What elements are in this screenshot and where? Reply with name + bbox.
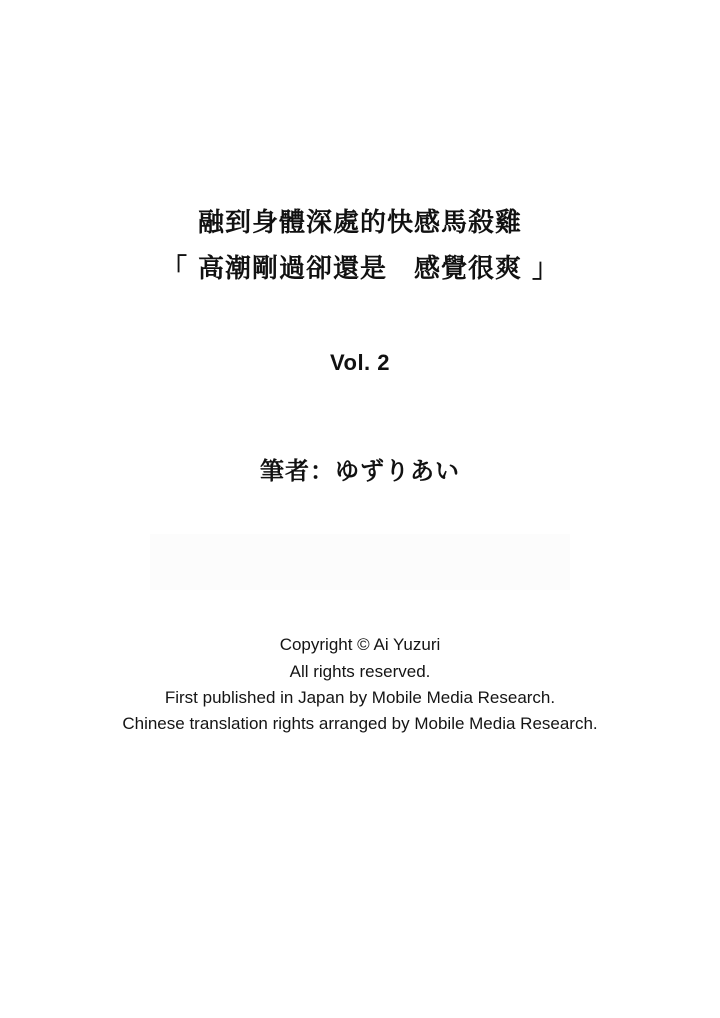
decorative-band xyxy=(150,534,570,590)
copyright-line-3: First published in Japan by Mobile Media Research. xyxy=(164,688,556,708)
copyright-block xyxy=(0,632,720,737)
copyright-line-1: Copyright © Ai Yuzuri xyxy=(279,635,441,655)
copyright-line-2: All rights reserved. xyxy=(289,661,431,681)
author-label: 筆者：ゆずりあい xyxy=(260,457,460,486)
copyright-line-4: Chinese translation rights arranged by Mobile Media Research. xyxy=(122,714,598,734)
volume-label: Vol. 2 xyxy=(329,350,391,376)
title-block xyxy=(0,205,720,288)
title-line-primary: 融到身體深處的快感馬殺雞 xyxy=(197,208,522,238)
title-line-secondary: 「 高潮剛過卻還是 感覺很爽 」 xyxy=(160,253,560,284)
